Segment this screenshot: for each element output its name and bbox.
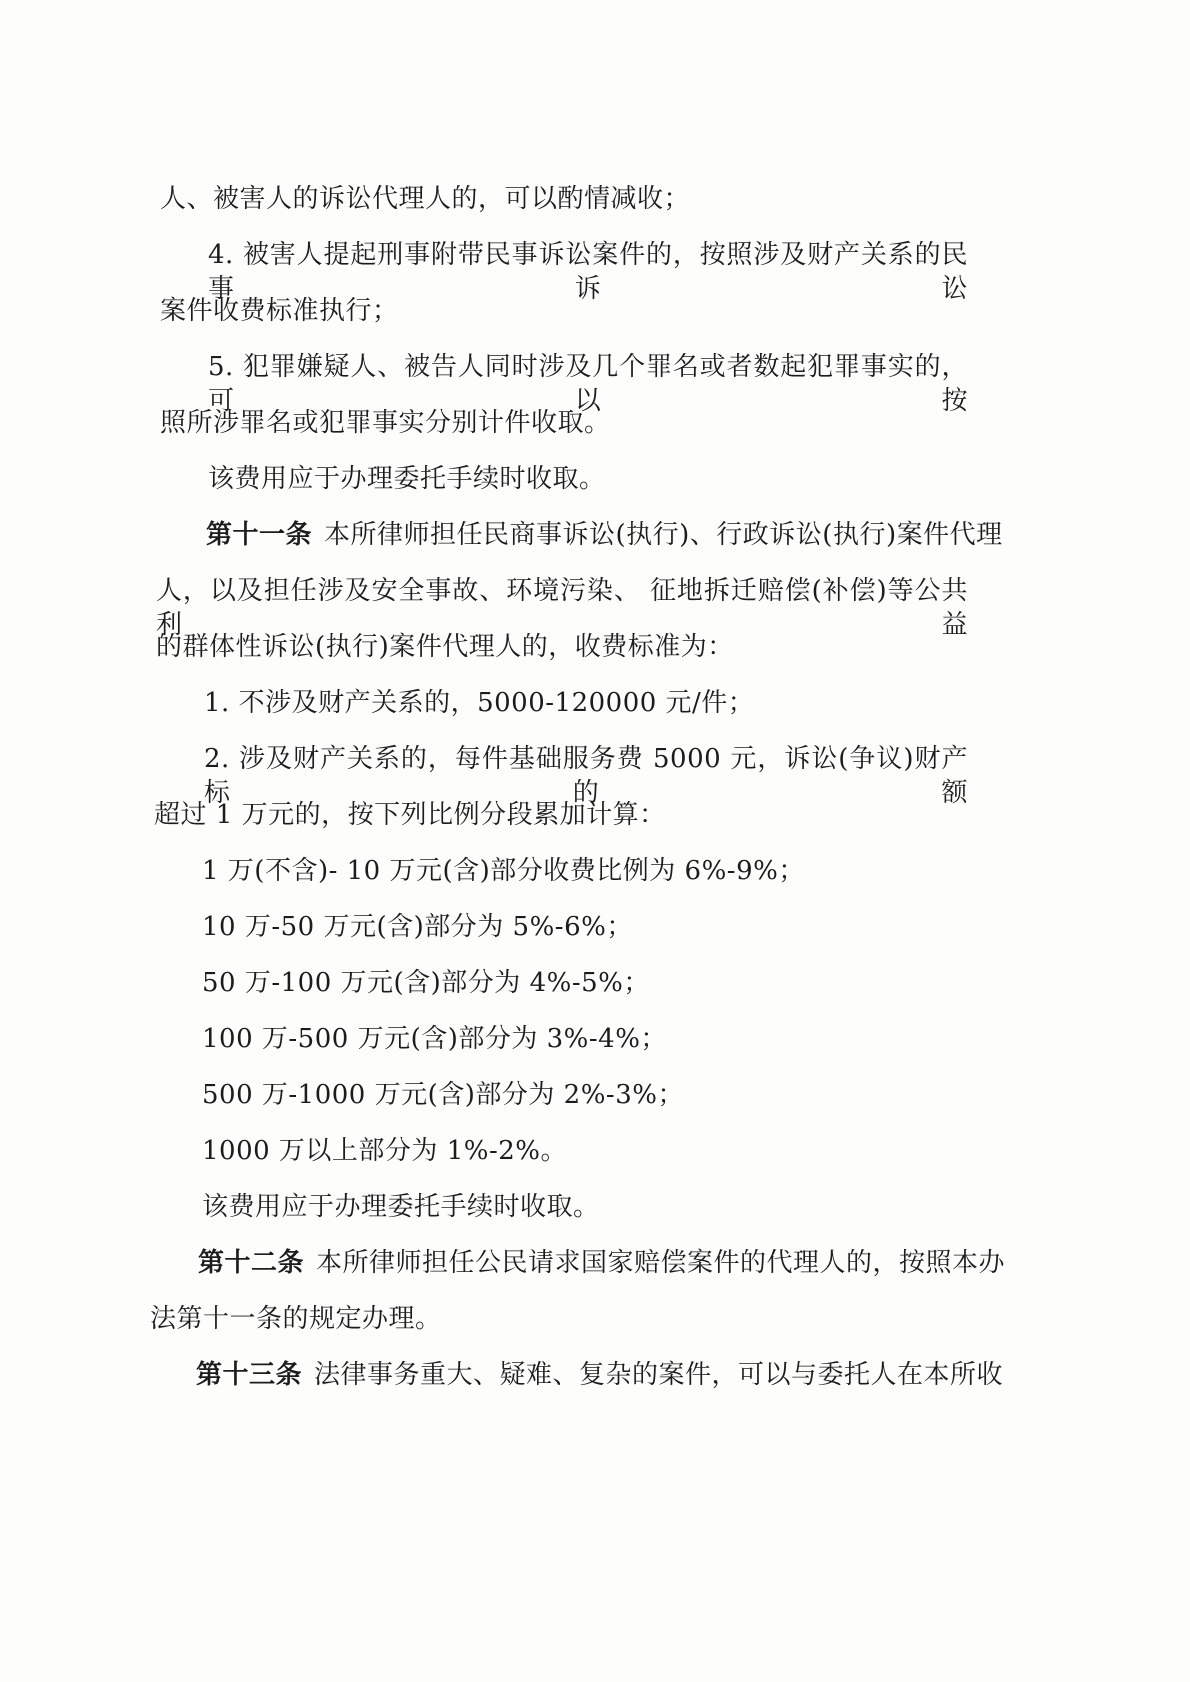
text-line: 法律事务重大、疑难、复杂的案件，可以与委托人在本所收 (314, 1360, 1004, 1390)
text-line: 照所涉罪名或犯罪事实分别计件收取。 (160, 408, 611, 438)
fee-tier: 1000 万以上部分为 1%-2%。 (202, 1136, 567, 1166)
fee-tier: 10 万-50 万元(含)部分为 5%-6%； (202, 912, 633, 942)
text-line: 4. 被害人提起刑事附带民事诉讼案件的，按照涉及财产关系的民事诉讼 (208, 240, 968, 304)
article-11-first-line (206, 518, 1003, 552)
text-line: 法第十一条的规定办理。 (150, 1304, 442, 1334)
text-line: 本所律师担任公民请求国家赔偿案件的代理人的，按照本办 (316, 1248, 1006, 1278)
text-line: 案件收费标准执行； (160, 296, 399, 326)
text-line: 5. 犯罪嫌疑人、被告人同时涉及几个罪名或者数起犯罪事实的，可以按 (208, 352, 968, 416)
article-13-first-line (196, 1358, 1004, 1392)
text-line: 该费用应于办理委托手续时收取。 (202, 1192, 600, 1222)
article-12-first-line (198, 1246, 1006, 1280)
text-line: 1. 不涉及财产关系的，5000-120000 元/件； (204, 688, 755, 718)
fee-tier: 50 万-100 万元(含)部分为 4%-5%； (202, 968, 650, 998)
article-heading: 第十三条 (196, 1360, 303, 1390)
article-heading: 第十一条 (206, 520, 313, 550)
fee-tier: 500 万-1000 万元(含)部分为 2%-3%； (202, 1080, 684, 1110)
text-line: 人、被害人的诉讼代理人的，可以酌情减收； (160, 184, 691, 214)
text-line: 本所律师担任民商事诉讼(执行)、行政诉讼(执行)案件代理 (324, 520, 1003, 550)
fee-tier: 1 万(不含)- 10 万元(含)部分收费比例为 6%-9%； (202, 856, 805, 886)
fee-tier: 100 万-500 万元(含)部分为 3%-4%； (202, 1024, 667, 1054)
text-line: 该费用应于办理委托手续时收取。 (208, 464, 606, 494)
text-line: 2. 涉及财产关系的，每件基础服务费 5000 元，诉讼(争议)财产标的额 (204, 744, 968, 808)
article-heading: 第十二条 (198, 1248, 305, 1278)
text-line: 超过 1 万元的，按下列比例分段累加计算： (154, 800, 666, 830)
text-line: 的群体性诉讼(执行)案件代理人的，收费标准为： (156, 632, 734, 662)
text-line: 人，以及担任涉及安全事故、环境污染、 征地拆迁赔偿(补偿)等公共利益 (156, 576, 968, 640)
